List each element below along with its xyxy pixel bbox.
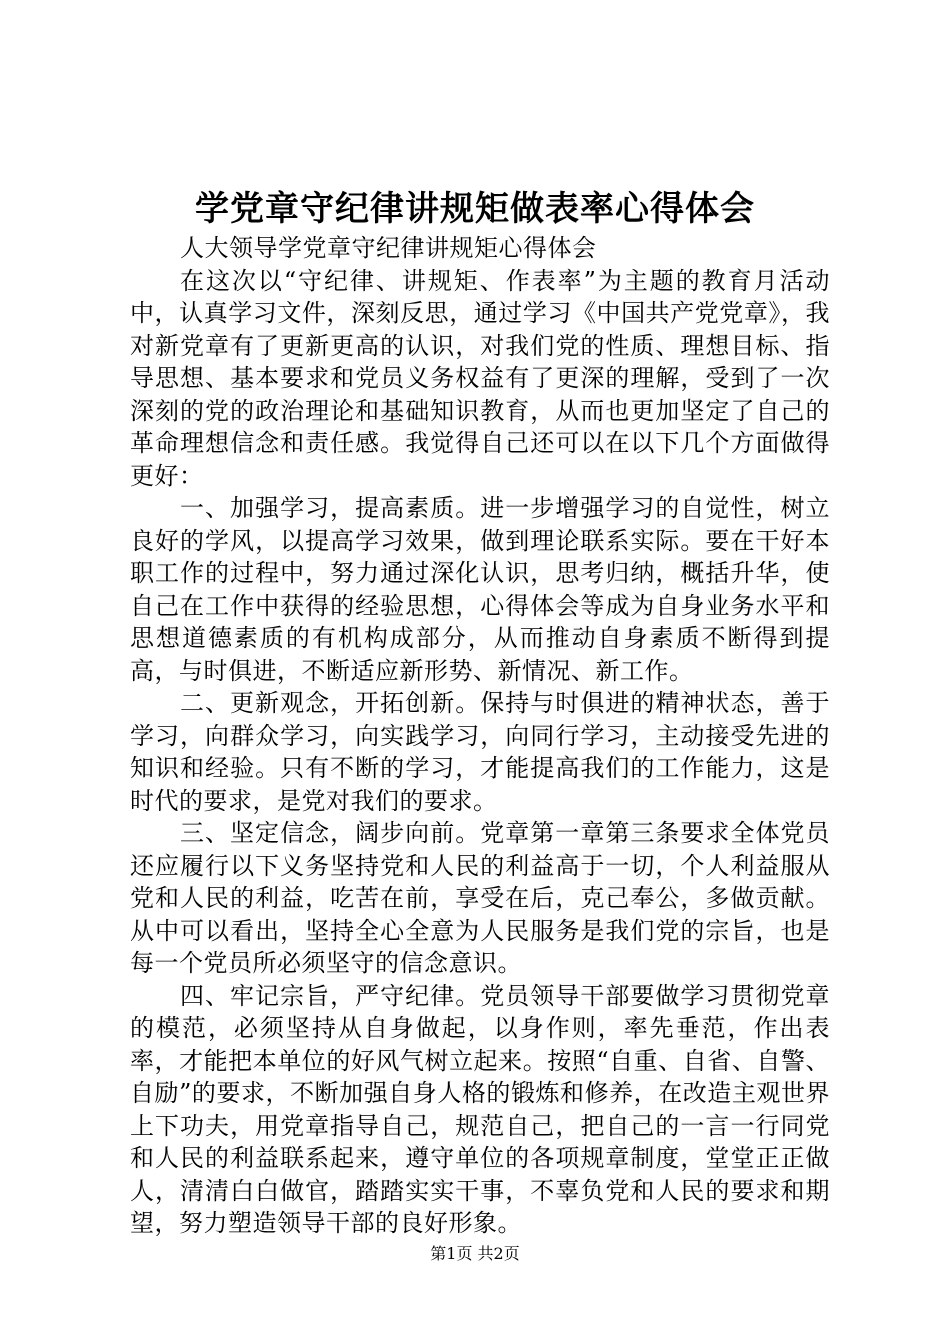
page-number-footer: 第1页 共2页 [430, 1244, 520, 1263]
paragraph-point-3: 三、坚定信念，阔步向前。党章第一章第三条要求全体党员还应履行以下义务坚持党和人民的利益高于一切，个人利益服从党和人民的利益，吃苦在前，享受在后，克己奉公，多做贡献。从中可以看出，坚持全心全意为人民服务是我们党的宗旨，也是每一个党员所必须坚守的信念意识。 [130, 819, 830, 977]
paragraph-point-2: 二、更新观念，开拓创新。保持与时俱进的精神状态，善于学习，向群众学习，向实践学习，向同行学习，主动接受先进的知识和经验。只有不断的学习，才能提高我们的工作能力，这是时代的要求，是党对我们的要求。 [130, 689, 830, 815]
paragraph-point-4: 四、牢记宗旨，严守纪律。党员领导干部要做学习贯彻党章的模范，必须坚持从自身做起，以身作则，率先垂范，作出表率，才能把本单位的好风气树立起来。按照“自重、自省、自警、自励”的要求，不断加强自身人格的锻炼和修养，在改造主观世界上下功夫，用党章指导自己，规范自己，把自己的一言一行同党和人民的利益联系起来，遵守单位的各项规章制度，堂堂正正做人，清清白白做官，踏踏实实干事，不辜负党和人民的要求和期望，努力塑造领导干部的良好形象。 [130, 981, 830, 1237]
paragraph-intro: 在这次以“守纪律、讲规矩、作表率”为主题的教育月活动中，认真学习文件，深刻反思，通过学习《中国共产党党章》，我对新党章有了更新更高的认识，对我们党的性质、理想目标、指导思想、基本要求和党员义务权益有了更深的理解，受到了一次深刻的党的政治理论和基础知识教育，从而也更加坚定了自己的革命理想信念和责任感。我觉得自己还可以在以下几个方面做得更好： [130, 266, 830, 490]
document-body [130, 232, 830, 1240]
document-title: 学党章守纪律讲规矩做表率心得体会 [195, 189, 755, 229]
paragraph-point-1: 一、加强学习，提高素质。进一步增强学习的自觉性，树立良好的学风，以提高学习效果，做到理论联系实际。要在干好本职工作的过程中，努力通过深化认识，思考归纳，概括升华，使自己在工作中获得的经验思想，心得体会等成为自身业务水平和思想道德素质的有机构成部分，从而推动自身素质不断得到提高，与时俱进，不断适应新形势、新情况、新工作。 [130, 494, 830, 685]
paragraph-subtitle: 人大领导学党章守纪律讲规矩心得体会 [180, 234, 597, 262]
